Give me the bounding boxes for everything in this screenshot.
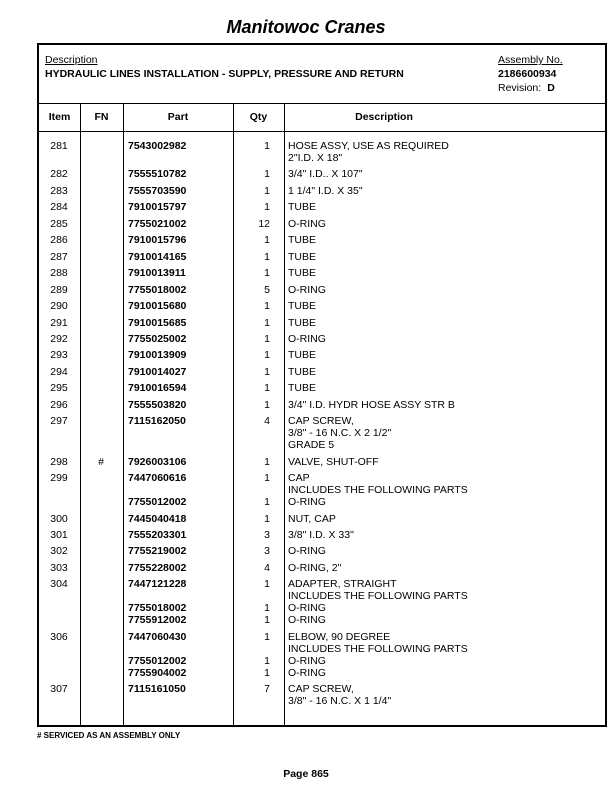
row-description: 3/8" I.D. X 33" (288, 529, 354, 541)
row-quantity: 1 (264, 455, 270, 468)
parts-table-body (39, 45, 605, 725)
row-part-number: 7115161050 (128, 683, 186, 696)
row-item-number: 295 (50, 382, 68, 395)
row-part-number: 7543002982 (128, 140, 187, 152)
row-description: 3/8" - 16 N.C. X 2 1/2" (288, 427, 392, 440)
row-quantity: 1 (264, 512, 270, 525)
row-description: O-RING (288, 332, 326, 345)
row-description: 1 1/4" I.D. X 35" (288, 184, 363, 197)
row-part-number: 7755912002 (128, 614, 187, 627)
row-description: O-RING (288, 545, 326, 558)
description-label: Description (45, 54, 98, 66)
row-quantity: 1 (264, 654, 270, 667)
row-part-number: 7755012002 (128, 496, 187, 509)
row-description: CAP (288, 472, 310, 485)
row-part-number: 7755904002 (128, 666, 187, 679)
footnote: # SERVICED AS AN ASSEMBLY ONLY (37, 731, 181, 740)
row-quantity: 1 (264, 184, 270, 197)
row-description: O-RING (288, 496, 326, 509)
row-description: HOSE ASSY, USE AS REQUIRED (288, 140, 449, 152)
row-item-number: 282 (50, 168, 68, 181)
row-part-number: 7910014027 (128, 365, 187, 378)
row-description: 3/4" I.D.. X 107" (288, 168, 363, 181)
assembly-number-label: Assembly No. (498, 54, 563, 66)
row-description: GRADE 5 (288, 439, 335, 452)
row-part-number: 7755219002 (128, 545, 187, 558)
row-description: TUBE (288, 300, 317, 313)
row-part-number: 7755025002 (128, 332, 187, 345)
revision-label: Revision: (498, 82, 542, 94)
row-description: O-RING, 2" (288, 561, 342, 574)
row-item-number: 289 (50, 283, 68, 296)
row-description: TUBE (288, 316, 317, 329)
row-quantity: 7 (264, 683, 270, 696)
row-quantity: 4 (264, 561, 270, 574)
row-description: O-RING (288, 654, 326, 667)
row-part-number: 7755018002 (128, 283, 187, 296)
row-description: O-RING (288, 614, 326, 627)
row-part-number: 7910013911 (128, 267, 186, 280)
column-header-description: Description (355, 111, 413, 123)
row-description: 3/8" - 16 N.C. X 1 1/4" (288, 695, 392, 708)
row-part-number: 7447060430 (128, 630, 187, 643)
row-item-number: 290 (50, 300, 68, 313)
row-item-number: 300 (50, 512, 68, 525)
row-description: 3/4" I.D. HYDR HOSE ASSY STR B (288, 398, 455, 411)
row-quantity: 5 (264, 283, 270, 296)
row-item-number: 281 (50, 140, 68, 152)
row-item-number: 296 (50, 398, 68, 411)
row-item-number: 286 (50, 234, 68, 247)
column-header-item: Item (48, 111, 71, 123)
row-quantity: 1 (264, 382, 270, 395)
row-quantity: 12 (258, 217, 270, 230)
row-part-number: 7447060616 (128, 472, 187, 485)
row-item-number: 303 (50, 561, 68, 574)
row-part-number: 7755012002 (128, 654, 187, 667)
page-number: Page 865 (283, 768, 329, 780)
row-part-number: 7910015797 (128, 201, 187, 214)
row-fn: # (98, 455, 104, 468)
row-part-number: 7555510782 (128, 168, 187, 181)
row-quantity: 1 (264, 630, 270, 643)
row-description: ELBOW, 90 DEGREE (288, 630, 391, 643)
row-quantity: 3 (264, 529, 270, 541)
row-description: INCLUDES THE FOLLOWING PARTS (288, 642, 468, 655)
row-item-number: 291 (50, 316, 68, 329)
row-part-number: 7910013909 (128, 349, 187, 362)
row-item-number: 299 (50, 472, 68, 485)
row-item-number: 288 (50, 267, 68, 280)
row-description: O-RING (288, 666, 326, 679)
row-part-number: 7926003106 (128, 455, 187, 468)
row-description: CAP SCREW, (288, 415, 354, 428)
row-item-number: 284 (50, 201, 68, 214)
row-quantity: 1 (264, 496, 270, 509)
row-quantity: 1 (264, 168, 270, 181)
row-quantity: 1 (264, 140, 270, 152)
row-part-number: 7447121228 (128, 578, 187, 591)
row-item-number: 293 (50, 349, 68, 362)
row-item-number: 297 (50, 415, 68, 428)
row-quantity: 1 (264, 267, 270, 280)
row-description: O-RING (288, 217, 326, 230)
row-quantity: 1 (264, 250, 270, 263)
row-quantity: 1 (264, 349, 270, 362)
row-item-number: 301 (50, 529, 68, 541)
row-description: O-RING (288, 602, 326, 615)
row-description: TUBE (288, 250, 317, 263)
row-quantity: 1 (264, 300, 270, 313)
row-quantity: 1 (264, 365, 270, 378)
row-item-number: 302 (50, 545, 68, 558)
row-quantity: 3 (264, 545, 270, 558)
row-description: VALVE, SHUT-OFF (288, 455, 379, 468)
row-part-number: 7755228002 (128, 561, 187, 574)
row-part-number: 7555703590 (128, 184, 187, 197)
column-header-part: Part (167, 111, 189, 123)
row-part-number: 7115162050 (128, 415, 186, 428)
parts-list-frame (37, 43, 607, 727)
row-part-number: 7445040418 (128, 512, 187, 525)
assembly-number: 2186600934 (498, 68, 557, 80)
row-item-number: 283 (50, 184, 68, 197)
column-header-fn: FN (94, 111, 109, 123)
row-description: TUBE (288, 349, 317, 362)
row-part-number: 7910015685 (128, 316, 187, 329)
row-quantity: 1 (264, 602, 270, 615)
row-description: NUT, CAP (288, 512, 336, 525)
row-quantity: 1 (264, 201, 270, 214)
row-quantity: 1 (264, 316, 270, 329)
row-description: O-RING (288, 283, 326, 296)
row-quantity: 1 (264, 332, 270, 345)
row-description: TUBE (288, 267, 317, 280)
revision-value: D (547, 82, 555, 94)
row-description: TUBE (288, 201, 317, 214)
assembly-description: HYDRAULIC LINES INSTALLATION - SUPPLY, PRESSURE AND RETURN (45, 68, 404, 80)
row-item-number: 292 (50, 332, 68, 345)
row-quantity: 1 (264, 614, 270, 627)
row-part-number: 7755021002 (128, 217, 187, 230)
row-description: TUBE (288, 382, 317, 395)
document-brand-title: Manitowoc Cranes (226, 17, 386, 37)
row-part-number: 7910015796 (128, 234, 187, 247)
row-item-number: 285 (50, 217, 68, 230)
row-item-number: 307 (50, 683, 68, 696)
row-part-number: 7555503820 (128, 398, 187, 411)
row-description: ADAPTER, STRAIGHT (288, 578, 397, 591)
row-quantity: 4 (264, 415, 270, 428)
row-description: CAP SCREW, (288, 683, 354, 696)
row-part-number: 7755018002 (128, 602, 187, 615)
column-header-qty: Qty (249, 111, 268, 123)
row-item-number: 298 (50, 455, 68, 468)
row-quantity: 1 (264, 472, 270, 485)
row-quantity: 1 (264, 234, 270, 247)
row-description: INCLUDES THE FOLLOWING PARTS (288, 484, 468, 497)
row-part-number: 7910014165 (128, 250, 187, 263)
row-part-number: 7910015680 (128, 300, 187, 313)
row-description: INCLUDES THE FOLLOWING PARTS (288, 590, 468, 603)
row-description: TUBE (288, 365, 317, 378)
row-item-number: 294 (50, 365, 68, 378)
row-quantity: 1 (264, 578, 270, 591)
row-item-number: 306 (50, 630, 68, 643)
row-quantity: 1 (264, 666, 270, 679)
row-item-number: 287 (50, 250, 68, 263)
row-description: TUBE (288, 234, 317, 247)
row-item-number: 304 (50, 578, 68, 591)
row-quantity: 1 (264, 398, 270, 411)
row-part-number: 7910016594 (128, 382, 187, 395)
row-description: 2"I.D. X 18" (288, 152, 343, 164)
row-part-number: 7555203301 (128, 529, 187, 541)
